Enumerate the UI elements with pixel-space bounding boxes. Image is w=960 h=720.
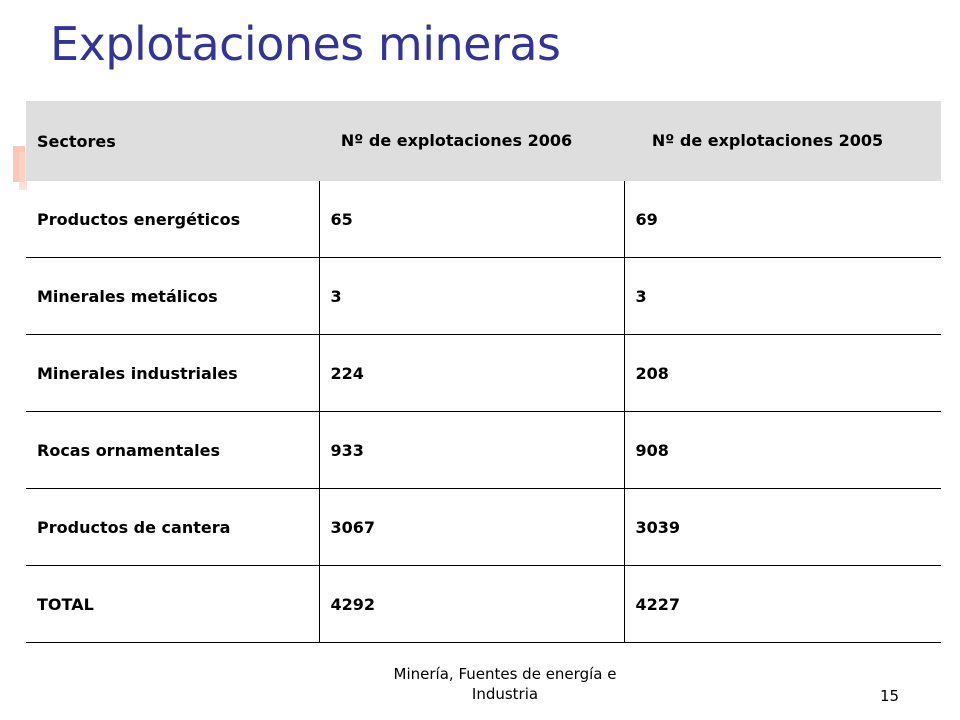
cell-2005: 208 — [624, 335, 941, 412]
table-row — [26, 258, 941, 335]
slide-title: Explotaciones mineras — [50, 17, 561, 71]
header-sectores: Sectores — [26, 101, 319, 181]
cell-2006: 4292 — [319, 566, 624, 643]
header-2005 — [624, 101, 941, 181]
cell-sector: Minerales industriales — [26, 335, 319, 412]
cell-2006: 3067 — [319, 489, 624, 566]
cell-sector: TOTAL — [26, 566, 319, 643]
table-row — [26, 412, 941, 489]
table-header-row — [26, 101, 941, 181]
page-number: 15 — [880, 687, 900, 705]
table-row-total — [26, 566, 941, 643]
cell-2006: 3 — [319, 258, 624, 335]
table-row — [26, 335, 941, 412]
cell-2006: 65 — [319, 181, 624, 258]
header-2005-label: Nº de explotaciones 2005 — [651, 131, 884, 150]
cell-2005: 908 — [624, 412, 941, 489]
header-2006 — [319, 101, 624, 181]
slide-footer — [350, 664, 660, 704]
cell-2006: 933 — [319, 412, 624, 489]
footer-line-2: Industria — [471, 685, 539, 703]
cell-sector: Rocas ornamentales — [26, 412, 319, 489]
footer-line-1: Minería, Fuentes de energía e — [393, 665, 617, 683]
cell-2005: 4227 — [624, 566, 941, 643]
cell-sector: Minerales metálicos — [26, 258, 319, 335]
decorative-accent — [13, 146, 27, 190]
cell-2005: 69 — [624, 181, 941, 258]
cell-2005: 3039 — [624, 489, 941, 566]
cell-2006: 224 — [319, 335, 624, 412]
cell-sector: Productos energéticos — [37, 209, 241, 229]
table-row — [26, 181, 941, 258]
mining-table — [26, 101, 941, 643]
table-row — [26, 489, 941, 566]
cell-2005: 3 — [624, 258, 941, 335]
header-2006-label: Nº de explotaciones 2006 — [340, 131, 573, 150]
cell-sector: Productos de cantera — [26, 489, 319, 566]
